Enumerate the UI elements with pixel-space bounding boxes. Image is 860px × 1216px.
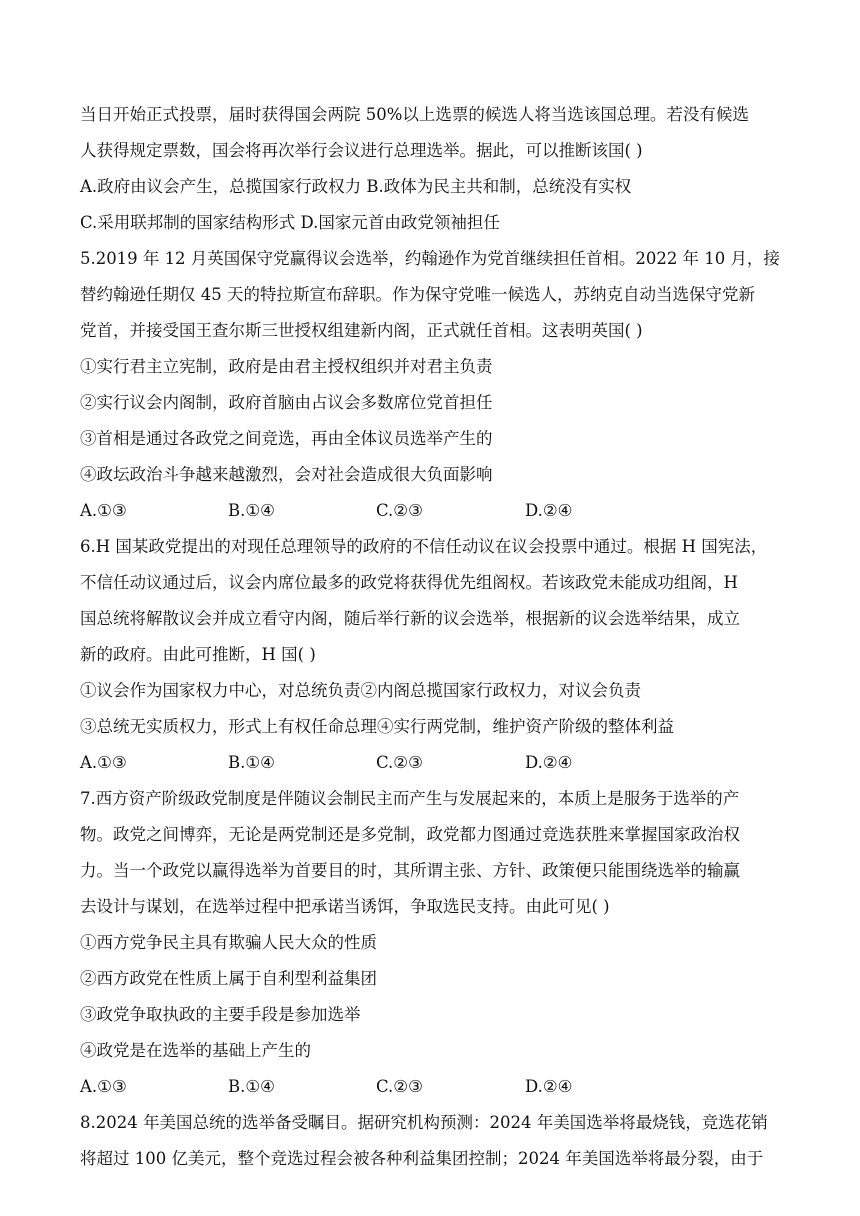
option-c: C.②③	[376, 1077, 423, 1096]
text-line: A.政府由议会产生，总揽国家行政权力 B.政体为民主共和制，总统没有实权	[80, 177, 632, 196]
statement-line: ④政坛政治斗争越来越激烈，会对社会造成很大负面影响	[80, 465, 493, 484]
text-line: 力。当一个政党以赢得选举为首要目的时，其所谓主张、方针、政策便只能围绕选举的输赢	[80, 861, 740, 880]
statement-line: ②西方政党在性质上属于自利型利益集团	[80, 969, 377, 988]
statement-line: ③总统无实质权力，形式上有权任命总理④实行两党制，维护资产阶级的整体利益	[80, 717, 674, 736]
statement-line: ①实行君主立宪制，政府是由君主授权组织并对君主负责	[80, 357, 493, 376]
statement-line: ③政党争取执政的主要手段是参加选举	[80, 1005, 361, 1024]
question-8-line: 8.2024 年美国总统的选举备受瞩目。据研究机构预测：2024 年美国选举将最烧钱，竞选花销	[80, 1113, 768, 1132]
option-c: C.②③	[376, 501, 423, 520]
question-7-line: 7.西方资产阶级政党制度是伴随议会制民主而产生与发展起来的，本质上是服务于选举的产	[80, 789, 740, 808]
option-a: A.①③	[80, 753, 127, 772]
option-d: D.②④	[525, 753, 573, 772]
option-a: A.①③	[80, 1077, 127, 1096]
text-line: 将超过 100 亿美元，整个竞选过程会被各种利益集团控制；2024 年美国选举将最分裂，由于	[80, 1149, 764, 1168]
question-5-line: 5.2019 年 12 月英国保守党赢得议会选举，约翰逊作为党首继续担任首相。2022 年 10 月，接	[80, 249, 780, 268]
statement-line: ①议会作为国家权力中心，对总统负责②内阁总揽国家行政权力，对议会负责	[80, 681, 641, 700]
option-d: D.②④	[525, 1077, 573, 1096]
text-line: 当日开始正式投票，届时获得国会两院 50%以上选票的候选人将当选该国总理。若没有候选	[80, 105, 749, 124]
option-c: C.②③	[376, 753, 423, 772]
text-line: 去设计与谋划，在选举过程中把承诺当诱饵，争取选民支持。由此可见( )	[80, 897, 610, 916]
statement-line: ②实行议会内阁制，政府首脑由占议会多数席位党首担任	[80, 393, 493, 412]
text-line: 党首，并接受国王查尔斯三世授权组建新内阁，正式就任首相。这表明英国( )	[80, 321, 643, 340]
text-line: C.采用联邦制的国家结构形式 D.国家元首由政党领袖担任	[80, 213, 500, 232]
text-line: 物。政党之间博弈，无论是两党制还是多党制，政党都力图通过竞选获胜来掌握国家政治权	[80, 825, 740, 844]
question-6-line: 6.H 国某政党提出的对现任总理领导的政府的不信任动议在议会投票中通过。根据 H 国宪法，	[80, 537, 768, 556]
option-b: B.①④	[228, 1077, 275, 1096]
text-line: 国总统将解散议会并成立看守内阁，随后举行新的议会选举，根据新的议会选举结果，成立	[80, 609, 740, 628]
option-a: A.①③	[80, 501, 127, 520]
option-b: B.①④	[228, 501, 275, 520]
text-line: 不信任动议通过后，议会内席位最多的政党将获得优先组阁权。若该政党未能成功组阁，H	[80, 573, 738, 592]
statement-line: ③首相是通过各政党之间竞选，再由全体议员选举产生的	[80, 429, 493, 448]
statement-line: ④政党是在选举的基础上产生的	[80, 1041, 311, 1060]
option-b: B.①④	[228, 753, 275, 772]
option-d: D.②④	[525, 501, 573, 520]
text-line: 人获得规定票数，国会将再次举行会议进行总理选举。据此，可以推断该国( )	[80, 141, 643, 160]
text-line: 新的政府。由此可推断，H 国( )	[80, 645, 316, 664]
text-line: 替约翰逊任期仅 45 天的特拉斯宣布辞职。作为保守党唯一候选人，苏纳克自动当选保守党新	[80, 285, 755, 304]
statement-line: ①西方党争民主具有欺骗人民大众的性质	[80, 933, 377, 952]
